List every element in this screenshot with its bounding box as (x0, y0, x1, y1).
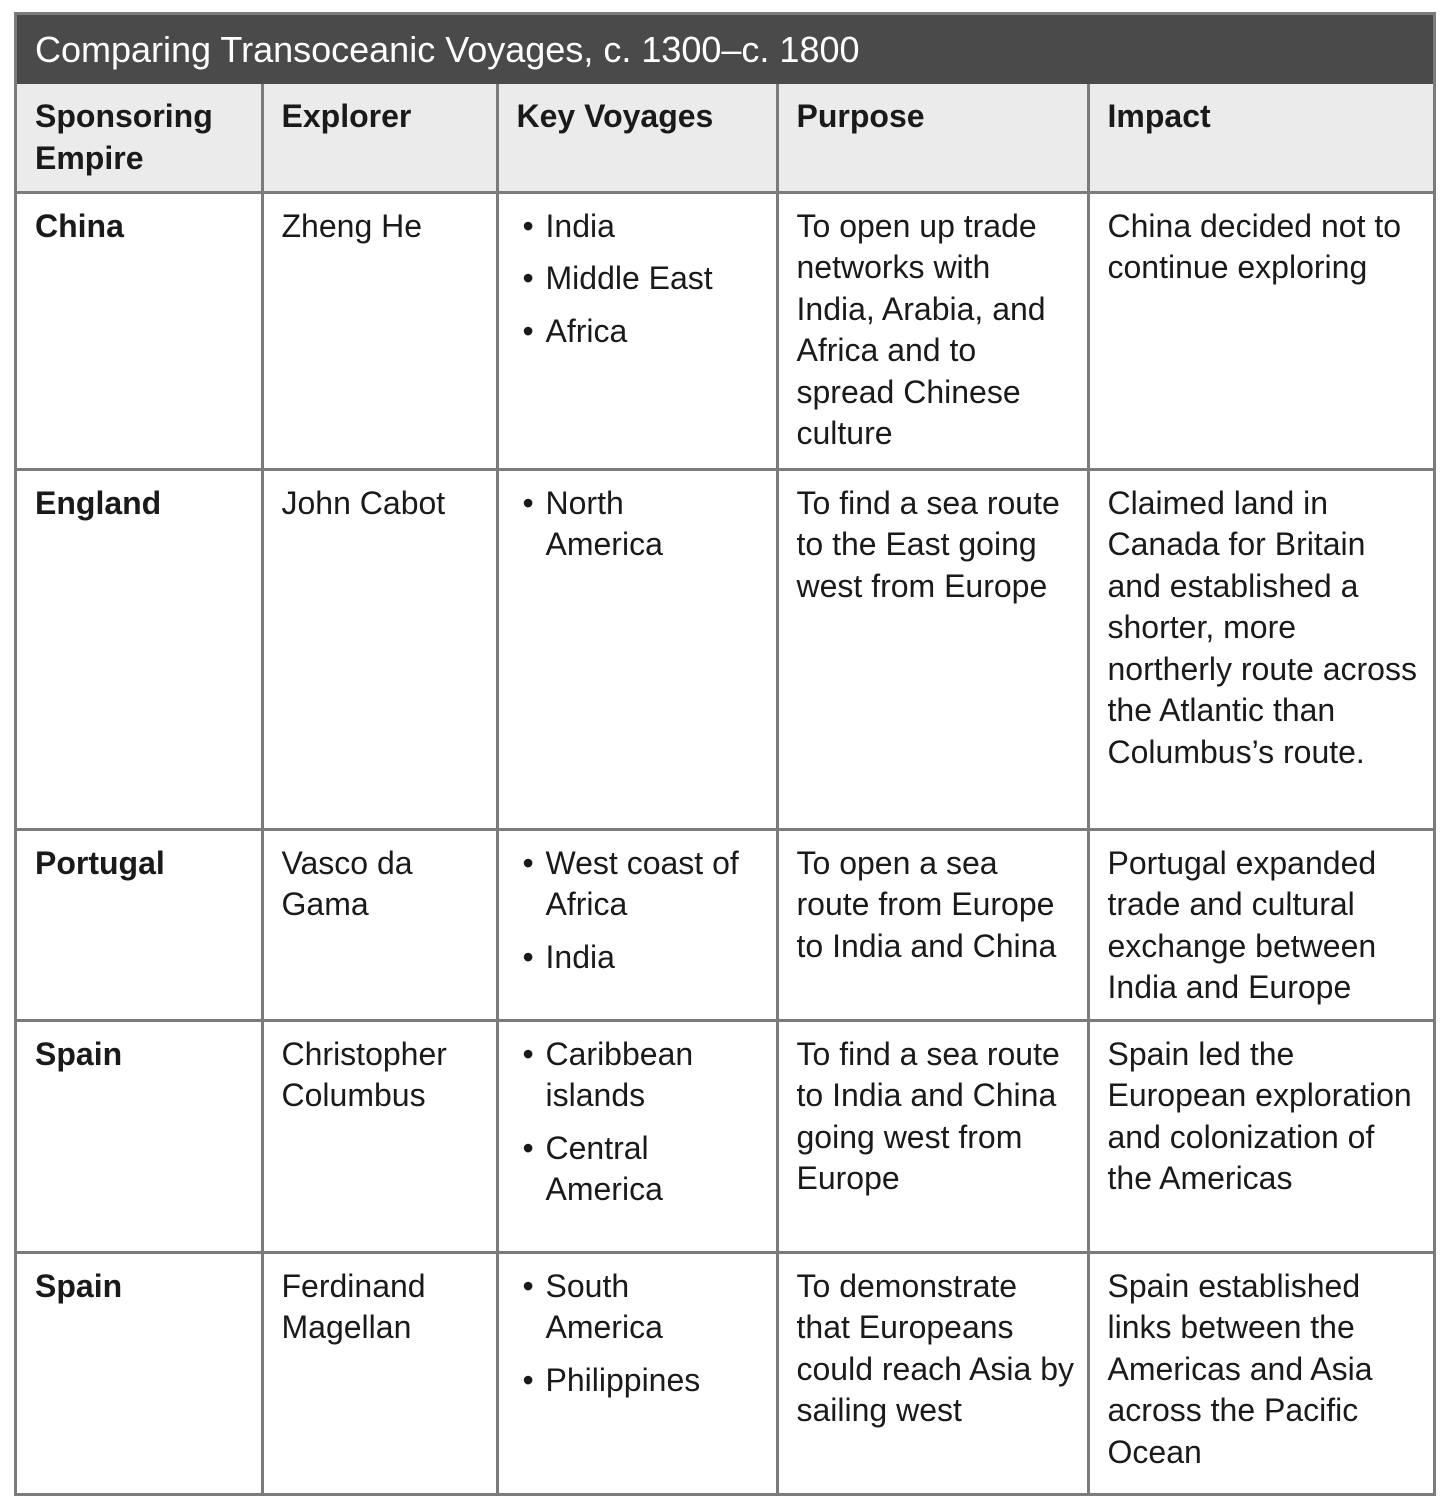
bullet-icon: • (522, 260, 534, 296)
list-item: • South America (522, 1267, 663, 1345)
table-title: Comparing Transoceanic Voyages, c. 1300–c. 1800 (17, 15, 1433, 84)
cell-voyages (497, 469, 777, 829)
list-item: • Central America (522, 1129, 663, 1207)
cell-empire: Spain (17, 1020, 262, 1252)
bullet-icon: • (522, 1267, 534, 1304)
cell-empire: England (17, 469, 262, 829)
header-explorer: Explorer (262, 84, 497, 192)
cell-purpose: To open a sea route from Europe to India and China (777, 829, 1088, 1020)
list-item: • Philippines (517, 1360, 726, 1402)
cell-empire: Portugal (17, 829, 262, 1020)
header-key-voyages: Key Voyages (497, 84, 777, 192)
bullet-icon: • (522, 1361, 534, 1398)
cell-impact: Spain led the European exploration and colonization of the Americas (1088, 1020, 1433, 1252)
list-item: • Africa (517, 311, 766, 353)
table-row (17, 469, 1433, 829)
bullet-icon: • (522, 1129, 534, 1166)
list-item: • West coast of Africa (522, 844, 739, 922)
header-row (17, 84, 1433, 192)
header-purpose: Purpose (777, 84, 1088, 192)
table-row (17, 829, 1433, 1020)
voyage-list (517, 206, 766, 353)
cell-explorer: John Cabot (262, 469, 497, 829)
list-item: • India (517, 206, 766, 248)
header-impact: Impact (1088, 84, 1433, 192)
list-item: • Caribbean islands (522, 1035, 694, 1113)
cell-purpose: To demonstrate that Europeans could reach Asia by sailing west (777, 1252, 1088, 1496)
table-row (17, 192, 1433, 469)
cell-voyages (497, 1252, 777, 1496)
voyage-list (517, 1266, 726, 1402)
bullet-icon: • (522, 207, 534, 244)
cell-explorer: Zheng He (262, 192, 497, 469)
bullet-icon: • (522, 1035, 534, 1072)
cell-impact: Portugal expanded trade and cultural exchange between India and Europe (1088, 829, 1433, 1020)
header-sponsoring-empire: Sponsoring Empire (17, 84, 262, 192)
cell-empire: Spain (17, 1252, 262, 1496)
list-item: • India (517, 937, 766, 979)
list-item: • Middle East (517, 258, 766, 300)
table-frame (14, 12, 1436, 1496)
bullet-icon: • (522, 312, 534, 349)
bullet-icon: • (522, 484, 534, 521)
table-row (17, 1020, 1433, 1252)
cell-purpose: To open up trade networks with India, Arabia, and Africa and to spread Chinese culture (777, 192, 1088, 469)
voyage-list (517, 483, 716, 566)
cell-impact: China decided not to continue exploring (1088, 192, 1433, 469)
list-item: • North America (522, 484, 663, 562)
cell-purpose: To find a sea route to the East going west from Europe (777, 469, 1088, 829)
voyage-list (517, 843, 766, 979)
bullet-icon: • (522, 938, 534, 975)
voyages-table (17, 84, 1433, 1496)
cell-explorer: Ferdinand Magellan (262, 1252, 497, 1496)
cell-voyages (497, 192, 777, 469)
cell-explorer: Vasco da Gama (262, 829, 497, 1020)
cell-impact: Spain established links between the Americas and Asia across the Pacific Ocean (1088, 1252, 1433, 1496)
cell-purpose: To find a sea route to India and China going west from Europe (777, 1020, 1088, 1252)
cell-empire: China (17, 192, 262, 469)
cell-explorer: Christopher Columbus (262, 1020, 497, 1252)
cell-impact: Claimed land in Canada for Britain and established a shorter, more northerly route across the Atlantic than Columbus’s route. (1088, 469, 1433, 829)
bullet-icon: • (522, 844, 534, 881)
cell-voyages (497, 829, 777, 1020)
cell-voyages (497, 1020, 777, 1252)
voyage-list (517, 1034, 726, 1211)
table-row (17, 1252, 1433, 1496)
